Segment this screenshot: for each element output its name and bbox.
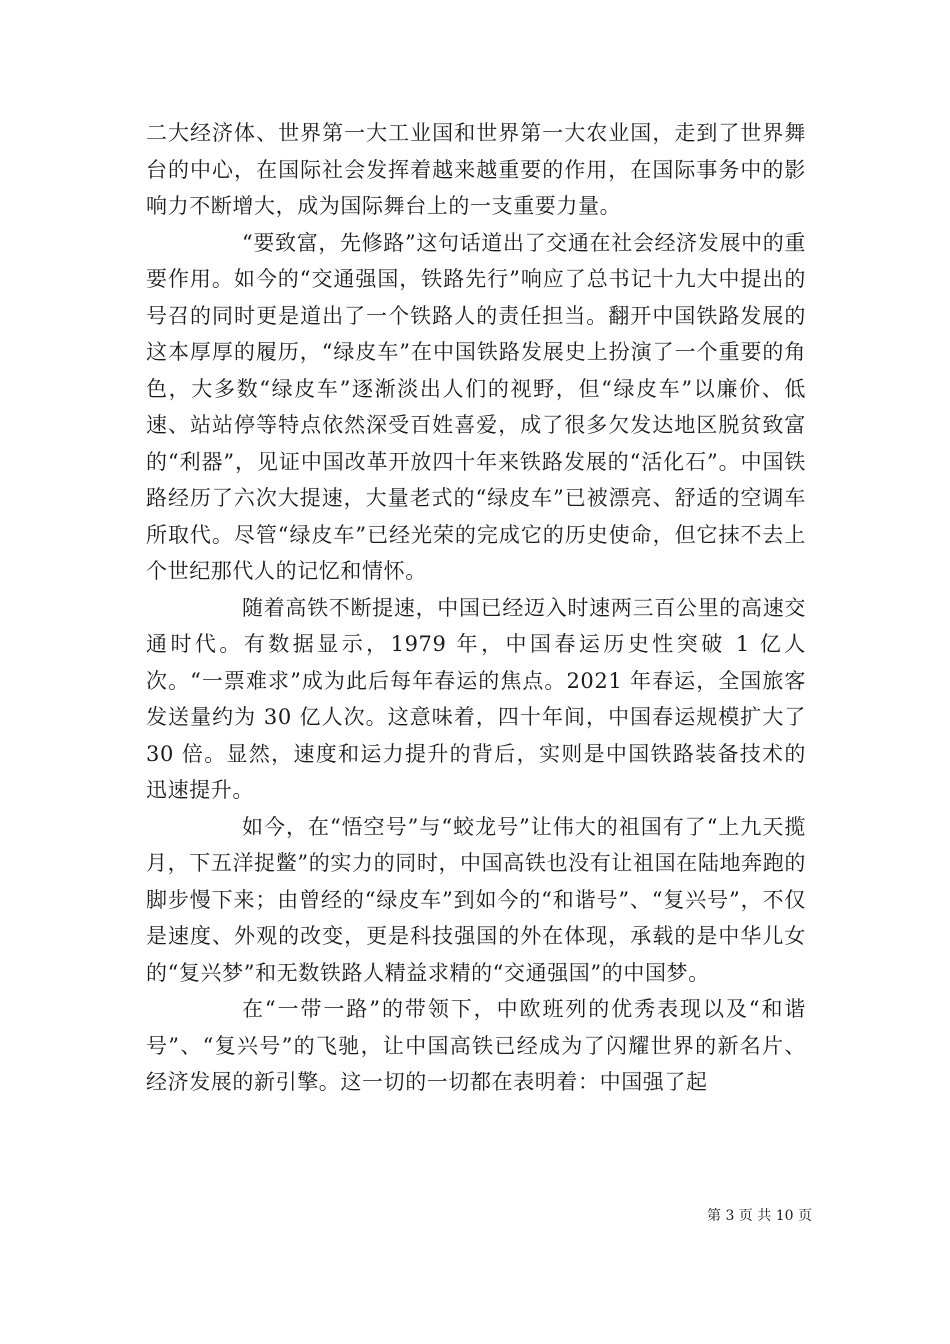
paragraph-4: 如今，在“悟空号”与“蛟龙号”让伟大的祖国有了“上九天揽月，下五洋捉鳖”的实力的同时，中国高铁也没有让祖国在陆地奔跑的脚步慢下来；由曾经的“绿皮车”到如今的“和谐号”、“复兴号”，不仅是速度、外观的改变，更是科技强国的外在体现，承载的是中华儿女的“复兴梦”和无数铁路人精益求精的“交通强国”的中国梦。 [146,814,806,985]
paragraph-3: 随着高铁不断提速，中国已经迈入时速两三百公里的高速交通时代。有数据显示，1979 年，中国春运历史性突破 1 亿人次。“一票难求”成为此后每年春运的焦点。2021 年春运，全国旅客发送量约为 30 亿人次。这意味着，四十年间，中国春运规模扩大了 30 倍。显然，速度和运力提升的背后，实则是中国铁路装备技术的迅速提升。 [146,595,806,802]
document-body [146,115,806,1101]
paragraph-1: 二大经济体、世界第一大工业国和世界第一大农业国，走到了世界舞台的中心，在国际社会发挥着越来越重要的作用，在国际事务中的影响力不断增大，成为国际舞台上的一支重要力量。 [146,121,806,218]
page-number-label: 第 3 页 共 10 页 [707,1208,812,1224]
paragraph-5: 在“一带一路”的带领下，中欧班列的优秀表现以及“和谐号”、“复兴号”的飞驰，让中国高铁已经成为了闪耀世界的新名片、经济发展的新引擎。这一切的一切都在表明着：中国强了起 [146,997,806,1094]
paragraph-2: “要致富，先修路”这句话道出了交通在社会经济发展中的重要作用。如今的“交通强国，铁路先行”响应了总书记十九大中提出的号召的同时更是道出了一个铁路人的责任担当。翻开中国铁路发展的这本厚厚的履历，“绿皮车”在中国铁路发展史上扮演了一个重要的角色，大多数“绿皮车”逐渐淡出人们的视野，但“绿皮车”以廉价、低速、站站停等特点依然深受百姓喜爱，成了很多欠发达地区脱贫致富的“利器”，见证中国改革开放四十年来铁路发展的“活化石”。中国铁路经历了六次大提速，大量老式的“绿皮车”已被漂亮、舒适的空调车所取代。尽管“绿皮车”已经光荣的完成它的历史使命，但它抹不去上个世纪那代人的记忆和情怀。 [146,230,806,583]
